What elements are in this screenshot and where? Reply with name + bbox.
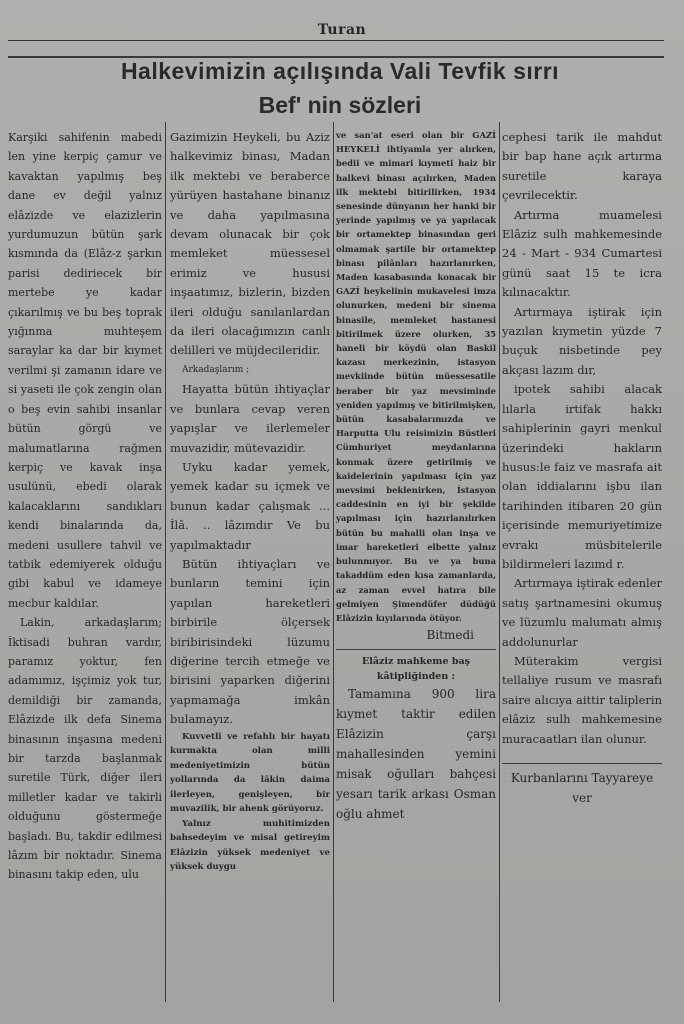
paragraph: Uyku kadar yemek, yemek kadar su içmek ve bunun kadar çalışmak ... İlâ. .. lâzımdır Ve bu yapılmaktadır	[170, 459, 330, 552]
paragraph: Yalnız muhitimizden bahsedeyim ve misal getireyim Elâzizin yüksek medeniyet ve yüksek duygu	[170, 818, 330, 873]
column-divider	[165, 122, 166, 1002]
paragraph: Artırmaya iştirak edenler satış şartnamesini okumuş ve lüzumlu malumatı almış addolunurlar	[502, 576, 662, 649]
article-column-1	[8, 128, 162, 1008]
notice-title: Elâziz mahkeme baş kâtipliğinden :	[361, 656, 470, 683]
paragraph: cephesi tarik ile mahdut bir bap hane açık artırma suretile karaya çevrilecektir.	[502, 130, 662, 203]
paragraph: ipotek sahibi alacak lılarla irtifak hakkı sahiplerinin gayri menkul üzerindeki hakların husus:le faiz ve masrafa ait olan iddialarını işbu ilan tarihinden itibaren 20 gün içerisinde memuriyetimize evrakı müsbitelerile bildirmeleri lazımd r.	[502, 382, 662, 571]
section-divider	[336, 649, 496, 650]
paragraph: Arkadaşlarım ;	[182, 364, 250, 375]
paragraph: ve san'at eseri olan bir GAZİ HEYKELİ ihtiyamla yer alırken, bedii ve mimari kıymeti haiz bir halkevi binası açılırken, Maden ilk mektebi bitirilirken, 1934 senesinde dünyanın her hanki bir yerinde yapılmış ve ya yapılacak bir ortamektep binasından geri olmamak şartile bir ortamektep binası pilânları hazırlanırken, Maden kasabasında konacak bir GAZİ heykelinin mukavelesi imza olunurken, medeni bir sinema binasile, memleket hastanesi bitirilmek üzere olurken, 35 haneli bir köydü olan Baskil kazası merkezinin, istasyon mevkiinde bütün müessesatile beraber bir yaz mevsiminde yeniden yapılmış ve bitirilmişken, bütün kasabalarımızda ve Harputta Ulu reisimizin Büstleri Cümhuriyet meydanlarına konmak üzere getirilmiş ve kaidelerinin yapılması için yaz mevsimi beklenirken, İstasyon caddesinin en iyi bir şekilde yapılması için hazırlanılırken bütün bu mahalli olan inşa ve imar hareketleri elbette yalnız bulunmıyor. Bu ve ya buna takaddüm eden kısa zamanlarda, az zaman evvel hatıra bile gelmiyen Şimendüfer düdüğü Elâzizin kıyılarında ötüyor.	[336, 130, 496, 623]
continued-note: Bitmedi	[426, 628, 474, 643]
advertisement: Kurbanlarını Tayyareye ver	[510, 771, 654, 805]
paragraph: Hayatta bütün ihtiyaçlar ve bunlara cevap veren yapışlar ve ilerlemeler muvazidir, mütevazidir.	[170, 382, 330, 455]
column-divider	[333, 122, 334, 1002]
paragraph: Kuvvetli ve refahlı bir hayatı kurmakta olan milli medeniyetimizin bütün yollarında da lâkin daima ilerleyen, genişleyen, bir muvazilik, bir ahenk görüyoruz.	[170, 731, 330, 815]
paragraph: Karşiki sahifenin mabedi len yine kerpiç çamur ve kavaktan yapılmış beş dane ev değil yalnız elâzizde ve elazizlerin yurdumuzun bütün şark kısmında da (Elâz-z şarkın parisi dediriecek bir mertebe ye kadar çıkarılmış ve bu beş toprak yığınma muhteşem saraylar ka dar bir kıymet verilmi şi zamanın idare ve si yaseti ile çok zengin olan o beş evin sahibi insanlar bütün görgü ve malumatlarına rağmen kerpiç ve kavak inşa usulünü, ebedi olarak kalacaklarını sandıkları kendi binalarında da, medeni usullere tahvil ve tatbik edemiyerek olduğu gibi kabul ve idameye mecbur kaldılar.	[8, 131, 162, 610]
notice-column	[502, 128, 662, 1008]
paragraph: Gazimizin Heykeli, bu Aziz halkevimiz binası, Madan ilk mektebi ve beraberce yürüyen hastahane binanız ve daha yapılmasına devam olunacak bir çok memleket müessesel erimiz ve hususi inşaatımız, bizlerin, bizden ileri olduğu sanılanlardan da ileri olacağımızın canlı delilleri ve müjdecileridir.	[170, 130, 330, 358]
masthead-rule	[8, 40, 664, 41]
paragraph: Artırmaya iştirak için yazılan kıymetin yüzde 7 buçuk nisbetinde pey akçası lazım dır,	[502, 304, 662, 377]
headline-line-1: Halkevimizin açılışında Vali Tevfik sırrı	[120, 58, 560, 84]
notice-body: Tamamına 900 lira kıymet taktir edilen Elâzizin çarşı mahallesinden yemini misak oğulları bahçesi yesarı tarik arkası Osman oğlu ahmet	[336, 687, 496, 822]
paragraph: Artırma muamelesi Elâziz sulh mahkemesinde 24 - Mart - 934 Cumartesi günü saat 15 te icra kılınacaktır.	[502, 207, 662, 300]
article-column-3	[336, 128, 496, 1008]
paragraph: Müterakim vergisi tellaliye rusum ve masrafı saire alıcıya aittir taliplerin elâziz sulh mahkemesine muracaatları ilan olunur.	[502, 653, 662, 746]
paragraph: Lakin, arkadaşlarım; İktisadi buhran vardır, paramız yoktur, fen adamımız, işçimiz yok tur, demildiği bir zamanda, Elâzizde ilk defa Sinema binasının inşasına medeni bir tarzda başlanmak suretile Türk, diğer ileri milletler kadar ve takirli olduğunu göstermeğe başladı. Bu, takdir edilmesi lâzım bir noktadır. Sinema binasını takip eden, ulu	[8, 616, 162, 882]
paragraph: Bütün ihtiyaçları ve bunların temini için yapılan hareketleri birbirile ölçersek biribirisindeki lüzumu diğerine tercih etmeğe ve birisini yaparken diğerini yapmamağa imkân bulamayız.	[170, 556, 330, 727]
headline-line-2: Bef' nin sözleri	[258, 92, 422, 118]
column-divider	[499, 122, 500, 1002]
masthead: Turan	[317, 22, 367, 38]
section-divider	[502, 763, 662, 764]
article-column-2	[170, 128, 330, 1008]
